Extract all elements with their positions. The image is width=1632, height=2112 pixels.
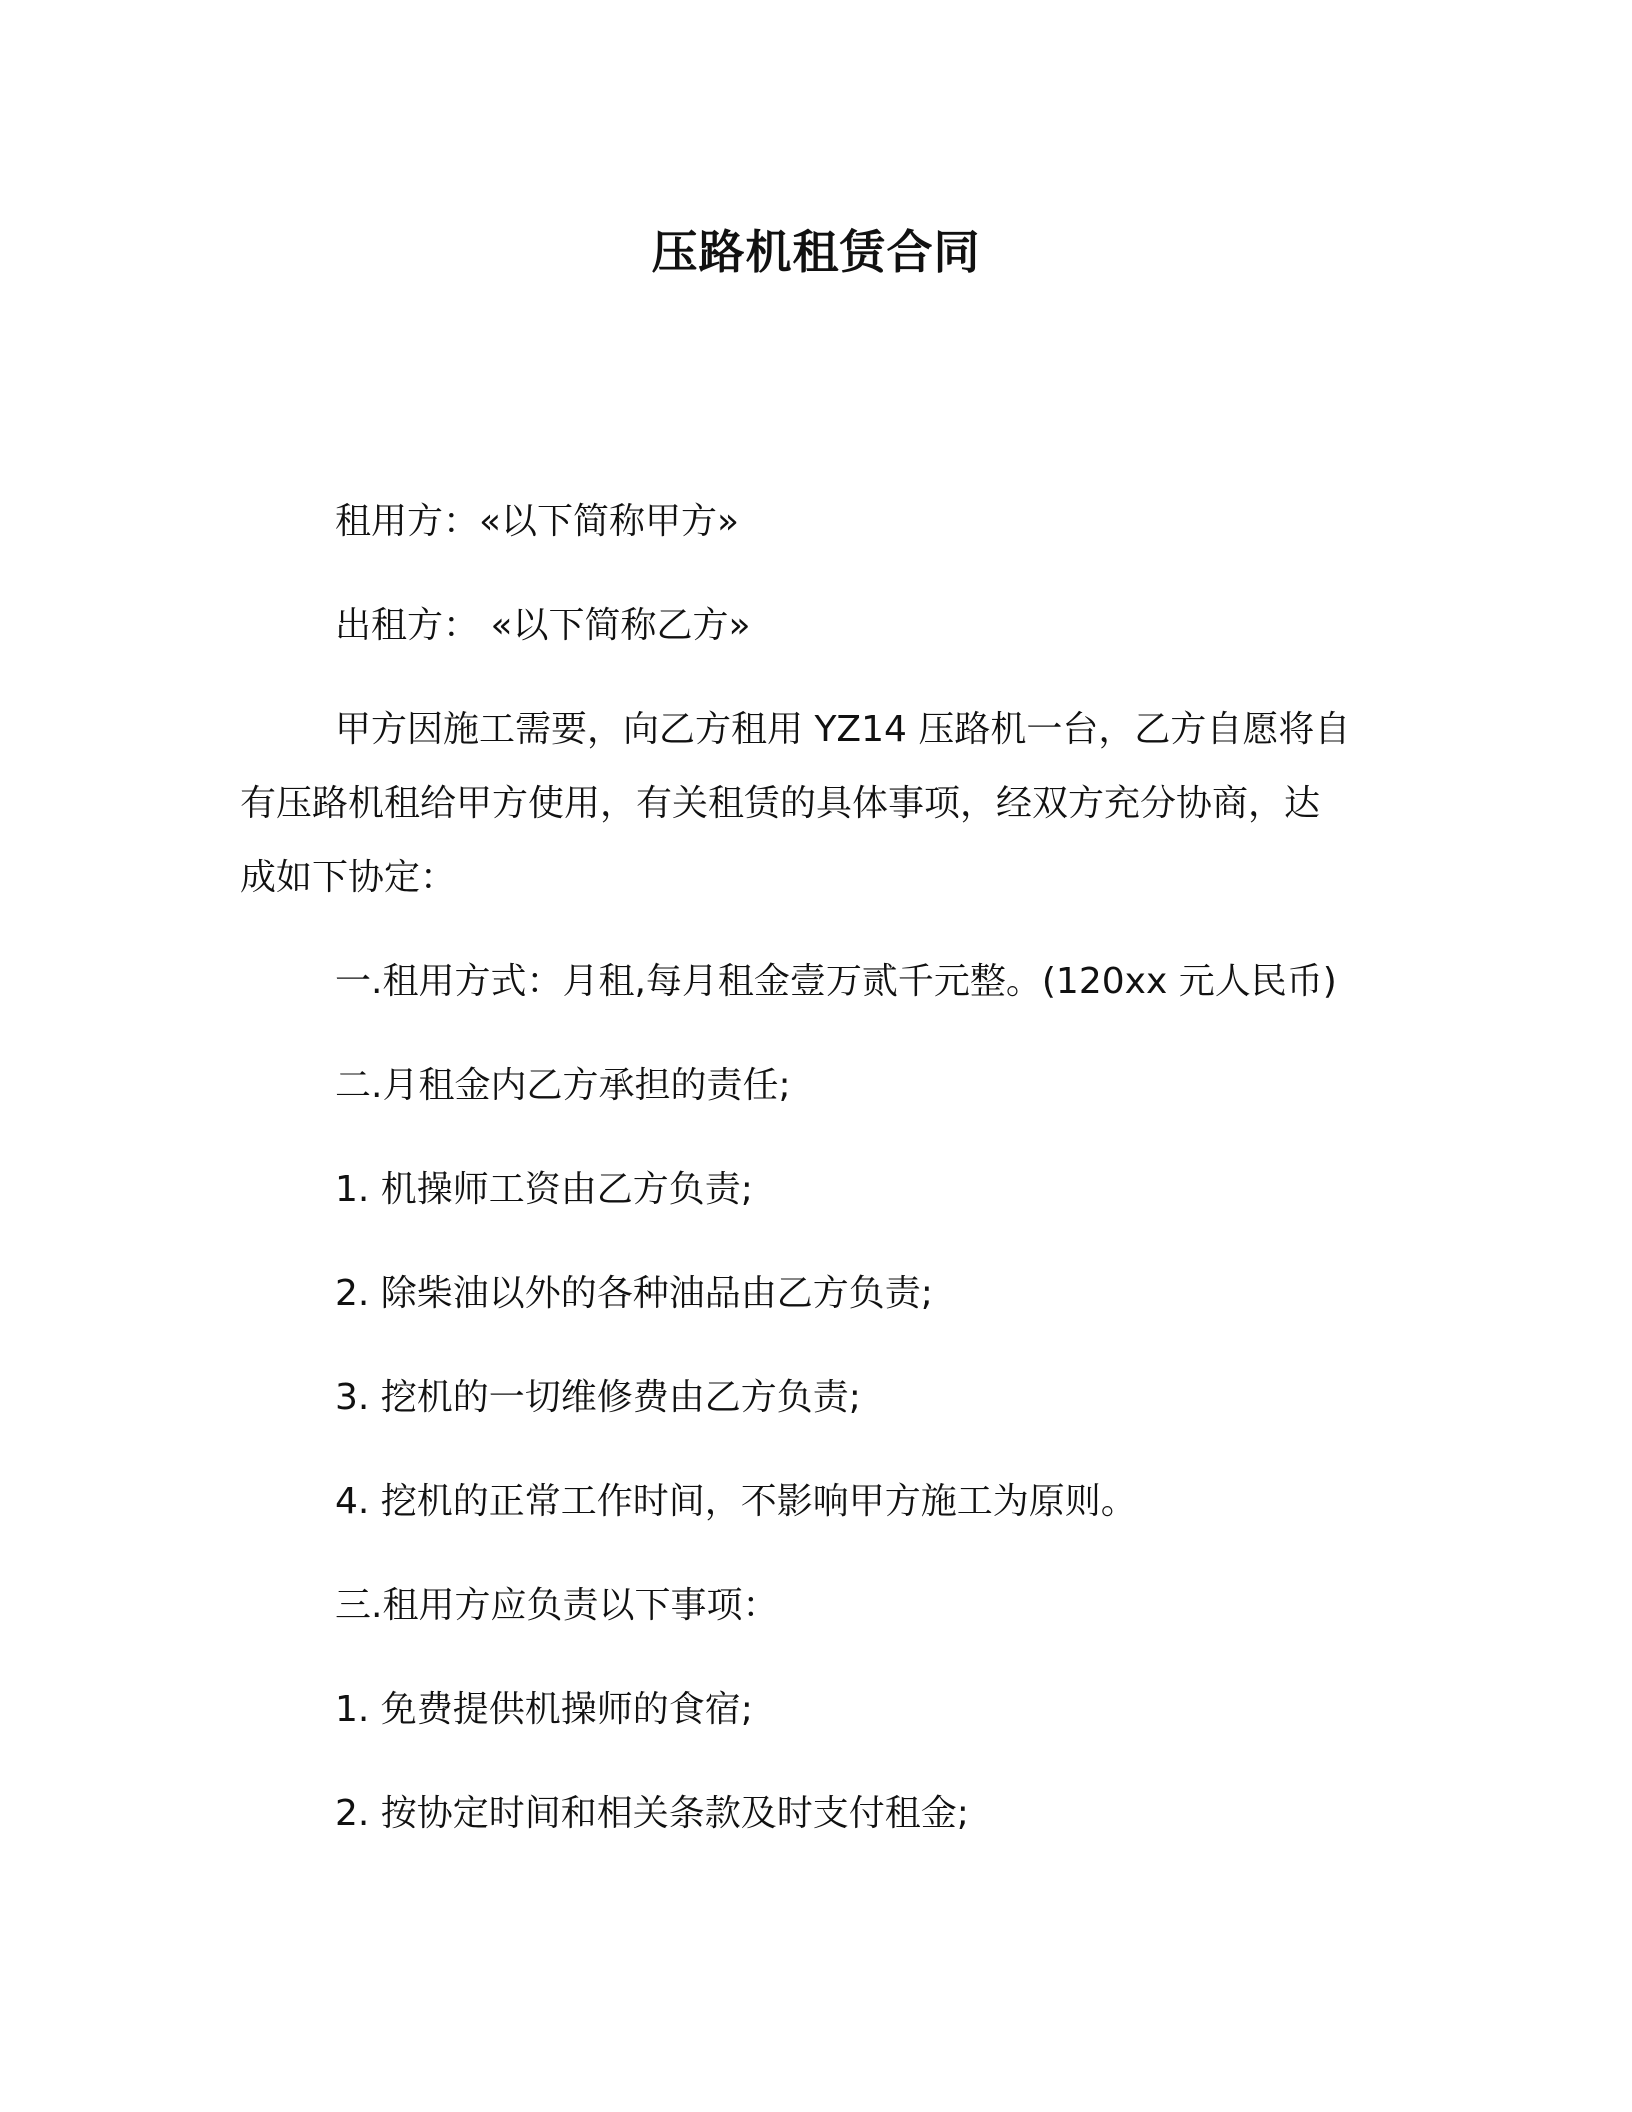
intro-line-1: 甲方因施工需要，向乙方租用 YZ14 压路机一台，乙方自愿将自	[335, 709, 1351, 750]
lessee-line: 租用方：«以下简称甲方»	[335, 501, 740, 542]
clause-3-item-2: 2. 按协定时间和相关条款及时支付租金;	[335, 1793, 969, 1834]
page-title: 压路机租赁合同	[651, 225, 981, 279]
clause-3: 三.租用方应负责以下事项：	[335, 1585, 779, 1626]
clause-2-item-1: 1. 机操师工资由乙方负责;	[335, 1169, 753, 1210]
clause-3-item-1: 1. 免费提供机操师的食宿;	[335, 1689, 753, 1730]
clause-2-item-4: 4. 挖机的正常工作时间，不影响甲方施工为原则。	[335, 1481, 1137, 1522]
clause-2-item-3: 3. 挖机的一切维修费由乙方负责;	[335, 1377, 861, 1418]
clause-2-item-2: 2. 除柴油以外的各种油品由乙方负责;	[335, 1273, 933, 1314]
intro-line-3: 成如下协定：	[240, 857, 457, 898]
lessor-line: 出租方： «以下简称乙方»	[335, 605, 751, 646]
clause-1: 一.租用方式：月租,每月租金壹万贰千元整。(120xx 元人民币)	[335, 961, 1337, 1002]
intro-line-2: 有压路机租给甲方使用，有关租赁的具体事项，经双方充分协商，达	[240, 783, 1321, 824]
clause-2: 二.月租金内乙方承担的责任;	[335, 1065, 791, 1106]
